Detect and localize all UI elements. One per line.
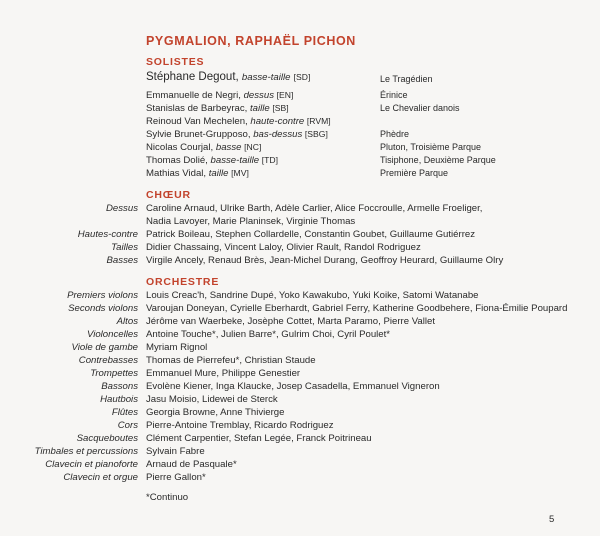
soloist-voice: basse [215, 142, 242, 153]
soloist-role: Première Parque [380, 168, 449, 178]
soloist-voice: haute-contre [250, 116, 305, 127]
choir-members: Caroline Arnaud, Ulrike Barth, Adèle Carlier, Alice Foccroulle, Armelle Froeliger, [146, 203, 483, 214]
orchestra-members: Evolène Kiener, Inga Klaucke, Josep Casadella, Emmanuel Vigneron [146, 381, 440, 392]
soloist-role: Le Tragédien [380, 74, 433, 84]
soloist-code: [SBG] [304, 129, 328, 139]
instrument-label: Flûtes [111, 407, 138, 418]
choir-members: Didier Chassaing, Vincent Laloy, Olivier Rault, Randol Rodriguez [146, 242, 421, 253]
voice-part-label: Basses [106, 255, 138, 266]
voice-part-label: Dessus [106, 203, 138, 214]
instrument-label: Trompettes [90, 368, 138, 379]
instrument-label: Hautbois [100, 394, 138, 405]
soloist-code: [MV] [231, 168, 249, 178]
continuo-footnote: *Continuo [146, 492, 189, 503]
soloist-role: Pluton, Troisième Parque [380, 142, 482, 152]
soloist-code: [RVM] [306, 116, 331, 126]
choir-members: Nadia Lavoyer, Marie Planinsek, Virginie Thomas [146, 216, 356, 227]
instrument-label: Altos [116, 316, 138, 327]
soloist-code: [SD] [293, 72, 311, 82]
ensemble-title: PYGMALION, RAPHAËL PICHON [146, 34, 356, 48]
soloist-name: Nicolas Courjal, [146, 142, 214, 153]
orchestra-members: Louis Creac'h, Sandrine Dupé, Yoko Kawakubo, Yuki Koike, Satomi Watanabe [146, 290, 479, 301]
orchestra-members: Pierre Gallon* [146, 472, 206, 483]
instrument-label: Clavecin et orgue [63, 472, 138, 483]
soloist-code: [SB] [272, 103, 289, 113]
soloist-role: Phèdre [380, 129, 410, 139]
soloist-name: Reinoud Van Mechelen, [146, 116, 248, 127]
instrument-label: Violoncelles [86, 329, 138, 340]
instrument-label: Bassons [101, 381, 138, 392]
soloist-voice: bas-dessus [253, 129, 303, 140]
soloist-voice: taille [250, 103, 270, 114]
soloist-role: Le Chevalier danois [380, 103, 460, 113]
choir-members: Virgile Ancely, Renaud Brès, Jean-Michel Durang, Geoffroy Heurard, Guillaume Olry [146, 255, 504, 266]
orchestra-members: Clément Carpentier, Stefan Legée, Franck Poitrineau [146, 433, 372, 444]
soloist-name: Sylvie Brunet-Grupposo, [146, 129, 251, 140]
soloist-voice: dessus [243, 90, 274, 101]
page-number: 5 [549, 514, 555, 525]
soloist-voice: taille [208, 168, 229, 179]
soloist-voice: basse-taille [241, 72, 291, 83]
soloist-code: [NC] [244, 142, 262, 152]
orchestra-members: Thomas de Pierrefeu*, Christian Staude [146, 355, 316, 366]
orchestra-members: Arnaud de Pasquale* [146, 459, 237, 470]
orchestra-heading: ORCHESTRE [146, 276, 220, 288]
soloist-voice: basse-taille [210, 155, 260, 166]
orchestra-members: Sylvain Fabre [146, 446, 205, 457]
soloists-heading: SOLISTES [146, 56, 205, 68]
soloist-role: Érinice [380, 90, 408, 100]
instrument-label: Premiers violons [67, 290, 138, 301]
orchestra-members: Pierre-Antoine Tremblay, Ricardo Rodriguez [146, 420, 334, 431]
soloist-code: [EN] [276, 90, 294, 100]
orchestra-members: Jérôme van Waerbeke, Josèphe Cottet, Marta Paramo, Pierre Vallet [146, 316, 436, 327]
choir-heading: CHŒUR [146, 189, 191, 201]
soloist-role: Tisiphone, Deuxième Parque [380, 155, 496, 165]
orchestra-members: Antoine Touche*, Julien Barre*, Gulrim Choi, Cyril Poulet* [146, 329, 391, 340]
voice-part-label: Tailles [111, 242, 138, 253]
soloist-name: Stanislas de Barbeyrac, [146, 103, 248, 114]
voice-part-label: Hautes-contre [77, 229, 138, 240]
instrument-label: Viole de gambe [71, 342, 138, 353]
soloist-code: [TD] [261, 155, 278, 165]
instrument-label: Timbales et percussions [34, 446, 138, 457]
instrument-label: Sacqueboutes [76, 433, 138, 444]
instrument-label: Seconds violons [68, 303, 138, 314]
soloist-name: Stéphane Degout, [146, 71, 239, 83]
orchestra-members: Jasu Moisio, Lidewei de Sterck [146, 394, 278, 405]
soloist-name: Mathias Vidal, [146, 168, 207, 179]
soloist-name: Thomas Dolié, [146, 155, 208, 166]
orchestra-members: Emmanuel Mure, Philippe Genestier [146, 368, 301, 379]
orchestra-members: Varoujan Doneyan, Cyrielle Eberhardt, Gabriel Ferry, Katherine Goodbehere, Fiona-Émilie Poupard [146, 303, 568, 314]
orchestra-members: Georgia Browne, Anne Thivierge [146, 407, 285, 418]
choir-members: Patrick Boileau, Stephen Collardelle, Constantin Goubet, Guillaume Gutiérrez [146, 229, 476, 240]
soloist-name: Emmanuelle de Negri, [146, 90, 241, 101]
orchestra-members: Myriam Rignol [146, 342, 208, 353]
instrument-label: Cors [117, 420, 138, 431]
instrument-label: Contrebasses [78, 355, 138, 366]
instrument-label: Clavecin et pianoforte [45, 459, 138, 470]
